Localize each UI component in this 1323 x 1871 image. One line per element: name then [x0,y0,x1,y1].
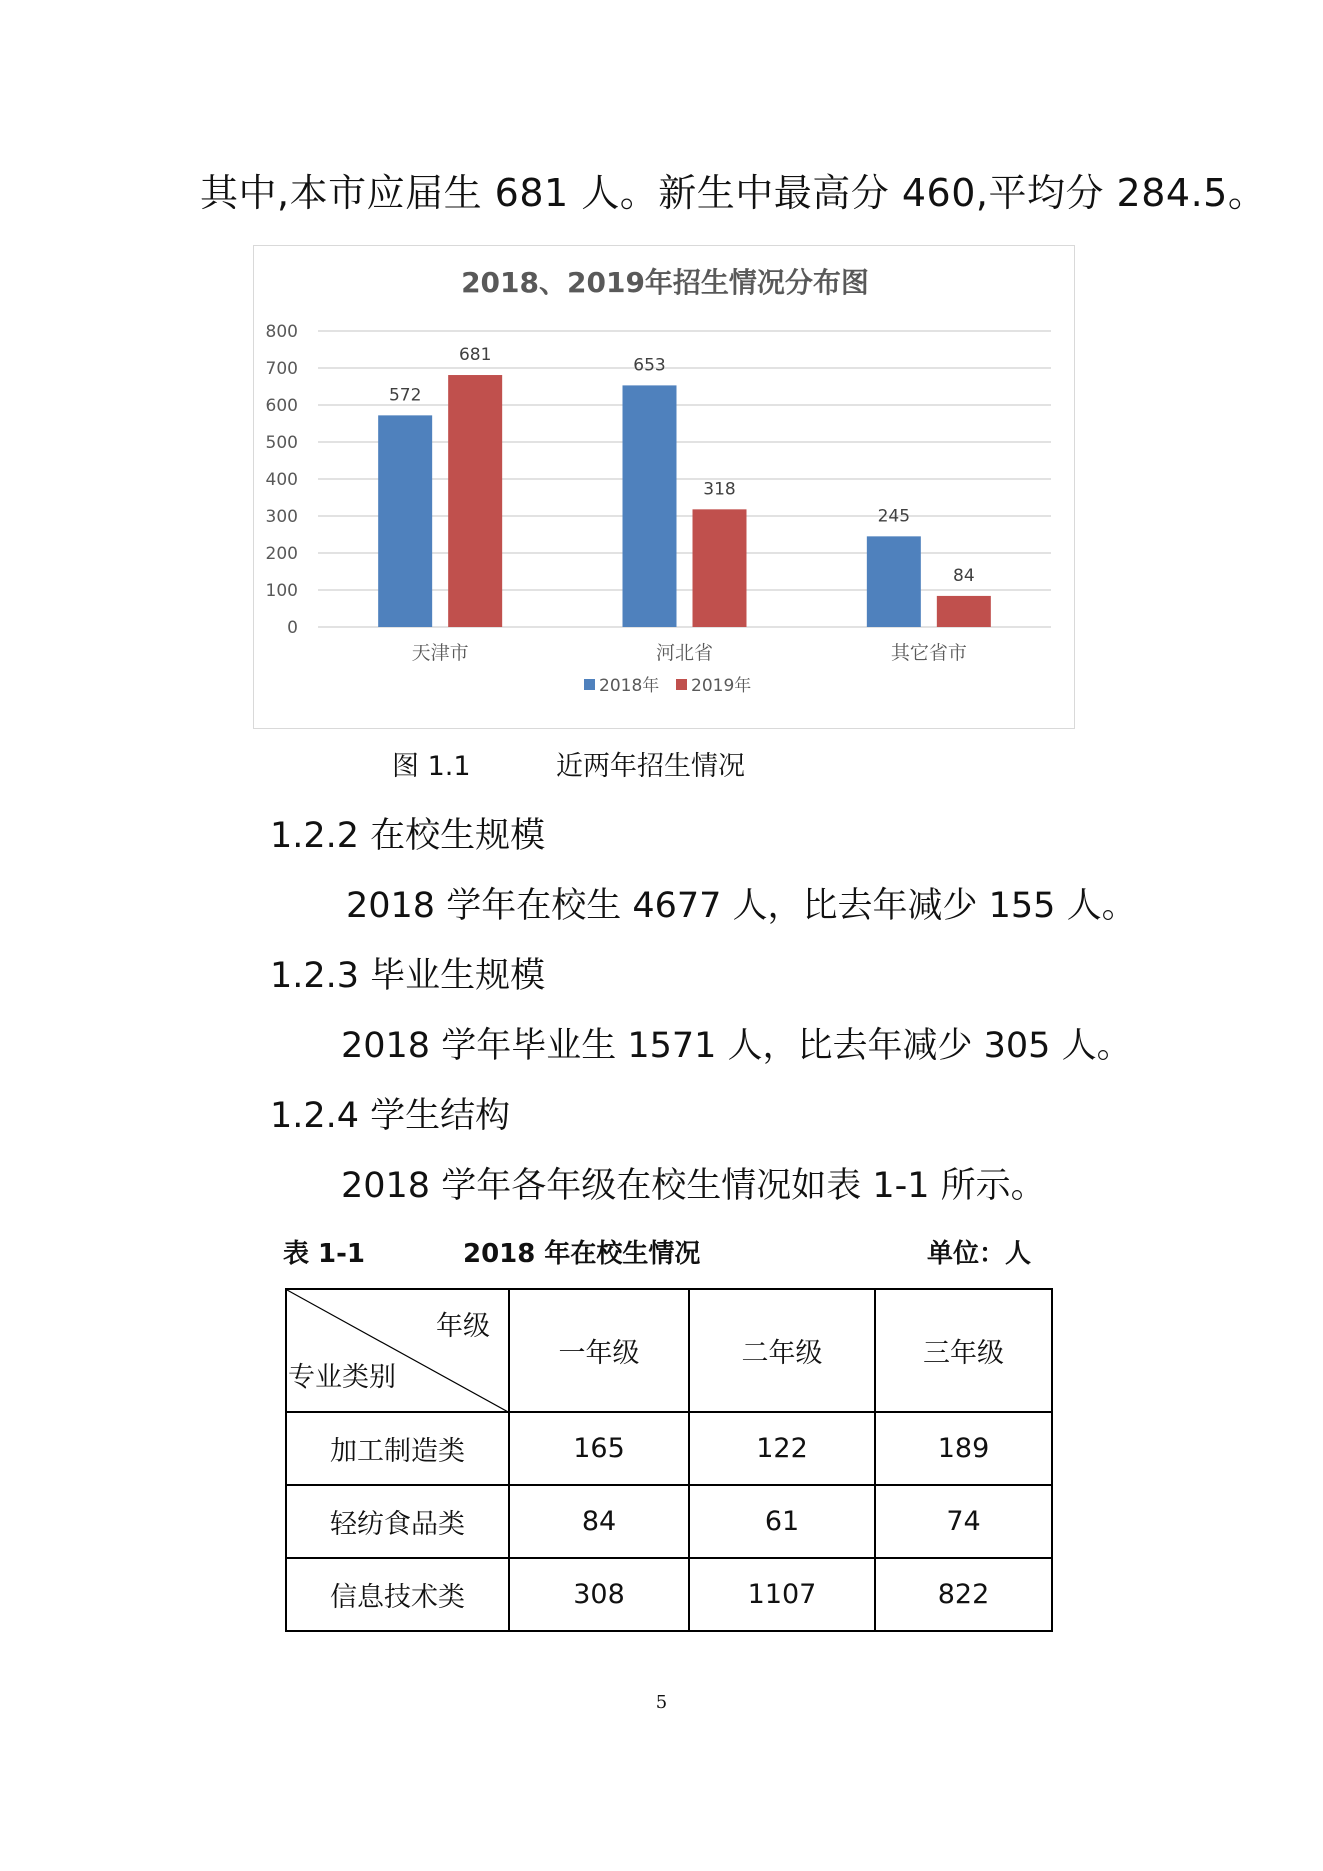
legend-swatch [676,679,687,690]
paragraph-graduate-scale: 2018 学年毕业生 1571 人，比去年减少 305 人。 [341,1026,1132,1066]
bar [378,415,432,627]
table-cell: 189 [875,1412,1052,1485]
corner-label-major: 专业类别 [288,1362,396,1393]
y-tick-label: 300 [265,507,298,527]
legend-label: 2018年 [599,676,660,696]
heading-enrolled-scale: 1.2.2 在校生规模 [270,816,546,856]
table-title: 2018 年在校生情况 [463,1239,701,1269]
data-label: 653 [633,355,666,376]
table-cell: 61 [689,1485,875,1558]
y-tick-label: 600 [265,396,298,416]
y-tick-label: 400 [265,470,298,490]
y-tick-label: 200 [265,544,298,564]
row-header: 信息技术类 [286,1558,509,1631]
table-header-row [286,1289,1052,1412]
table-row [286,1485,1052,1558]
data-label: 245 [877,506,911,527]
chart-title: 2018、2019年招生情况分布图 [461,266,869,299]
paragraph-enrolled-scale: 2018 学年在校生 4677 人，比去年减少 155 人。 [346,886,1137,926]
row-header: 加工制造类 [286,1412,509,1485]
y-tick-label: 800 [265,322,298,342]
chart-canvas [254,246,1076,730]
table-cell: 308 [509,1558,689,1631]
page-number: 5 [655,1692,668,1713]
table-cell: 165 [509,1412,689,1485]
bar [937,596,991,627]
column-header: 一年级 [509,1289,689,1412]
x-tick-label: 河北省 [655,642,714,664]
y-tick-label: 0 [287,618,298,638]
heading-student-structure: 1.2.4 学生结构 [270,1096,511,1136]
table-cell: 122 [689,1412,875,1485]
bar [623,385,677,627]
paragraph-student-structure: 2018 学年各年级在校生情况如表 1-1 所示。 [341,1166,1046,1206]
heading-graduate-scale: 1.2.3 毕业生规模 [270,956,546,996]
table-cell: 74 [875,1485,1052,1558]
x-tick-label: 天津市 [411,642,469,664]
data-label: 572 [388,385,422,406]
y-tick-label: 700 [265,359,298,379]
legend-label: 2019年 [691,676,752,696]
x-tick-label: 其它省市 [890,642,967,664]
y-tick-label: 500 [265,433,298,453]
table-cell: 1107 [689,1558,875,1631]
corner-label-grade: 年级 [436,1311,490,1342]
enrollment-chart [253,245,1075,729]
legend-swatch [584,679,595,690]
student-table [285,1288,1053,1632]
data-label: 681 [458,345,492,366]
figure-caption-text: 近两年招生情况 [556,751,745,782]
bar [448,375,502,627]
table-cell: 84 [509,1485,689,1558]
table-row [286,1558,1052,1631]
table-label: 表 1-1 [283,1239,366,1269]
column-header: 三年级 [875,1289,1052,1412]
table-unit: 单位：人 [927,1239,1032,1269]
table-corner-cell [286,1289,509,1412]
data-label: 84 [953,565,975,586]
figure-caption-label: 图 1.1 [392,751,471,782]
bar [867,536,921,627]
table-row [286,1412,1052,1485]
intro-paragraph: 其中,本市应届生 681 人。新生中最高分 460,平均分 284.5。 [200,171,1267,215]
column-header: 二年级 [689,1289,875,1412]
table-cell: 822 [875,1558,1052,1631]
bar [693,509,747,627]
data-label: 318 [703,479,736,500]
y-tick-label: 100 [265,581,298,601]
row-header: 轻纺食品类 [286,1485,509,1558]
